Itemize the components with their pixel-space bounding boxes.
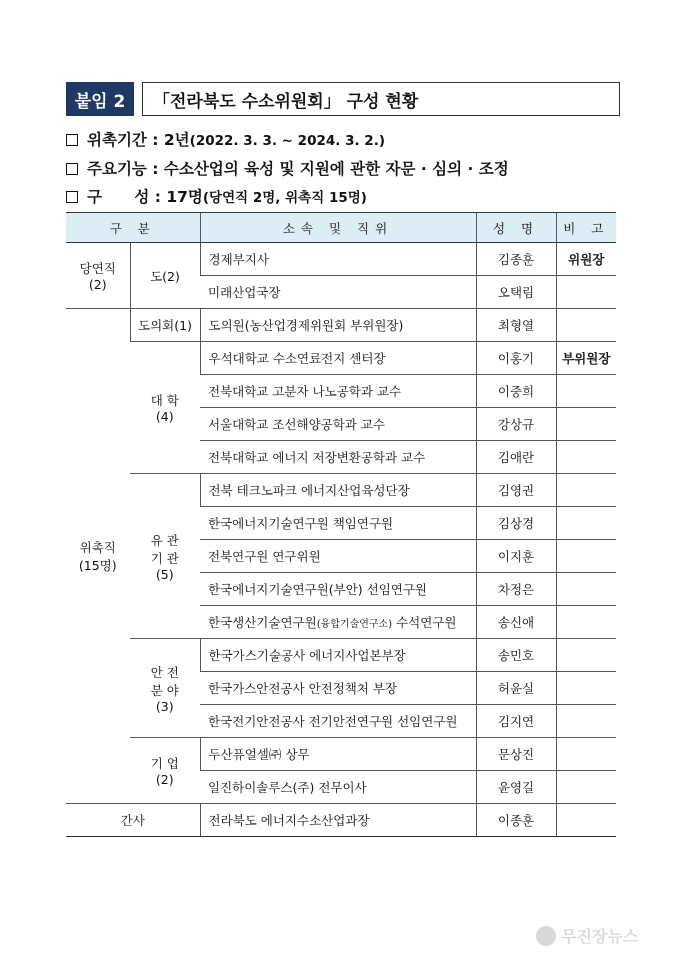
cell-position: 경제부지사 [200,243,476,276]
watermark-logo-icon [536,926,556,946]
group-province: 도(2) [130,243,200,309]
info-term-label: 위촉기간 : 2년 [87,131,190,149]
group-institutes: 유 관 기 관 (5) [130,474,200,639]
cell-name: 김지연 [476,705,556,738]
committee-table [66,212,616,837]
cell-position: 전북연구원 연구위원 [200,540,476,573]
cell-position: 전북대학교 에너지 저장변환공학과 교수 [200,441,476,474]
cell-name: 김종훈 [476,243,556,276]
cell-position: 두산퓨얼셀㈜ 상무 [200,738,476,771]
cell-note [556,309,616,342]
cell-name: 김애란 [476,441,556,474]
table-row [66,243,616,276]
cell-position: 전북 테크노파크 에너지산업육성단장 [200,474,476,507]
header-category: 구 분 [66,213,200,243]
cell-position: 미래산업국장 [200,276,476,309]
table-header-row [66,213,616,243]
cell-position: 한국가스안전공사 안전정책처 부장 [200,672,476,705]
info-function-label: 주요기능 : 수소산업의 육성 및 지원에 관한 자문 · 심의 · 조정 [87,160,509,178]
cell-note [556,738,616,771]
header-position: 소속 및 직위 [200,213,476,243]
title-row [66,82,620,116]
cell-name: 이종훈 [476,804,556,837]
checkbox-icon [66,191,78,203]
cell-note [556,804,616,837]
attachment-badge: 붙임 2 [66,82,134,116]
document-title: 「전라북도 수소위원회」 구성 현황 [142,82,620,116]
info-composition [66,185,367,207]
watermark [536,924,638,947]
cell-note [556,672,616,705]
cell-note [556,507,616,540]
cell-position: 전북대학교 고분자 나노공학과 교수 [200,375,476,408]
cell-name: 송민호 [476,639,556,672]
cell-position: 도의원(농산업경제위원회 부위원장) [200,309,476,342]
group-safety: 안 전 분 야 (3) [130,639,200,738]
cell-note [556,474,616,507]
checkbox-icon [66,163,78,175]
cell-position-small: (융합기술연구소) [316,619,393,630]
cell-note [556,705,616,738]
cell-name: 김영권 [476,474,556,507]
group-secretary: 간사 [66,804,200,837]
cell-note: 위원장 [556,243,616,276]
cell-name: 윤영길 [476,771,556,804]
cell-note [556,540,616,573]
cell-position: 서울대학교 조선해양공학과 교수 [200,408,476,441]
cell-note [556,441,616,474]
cell-name: 송신애 [476,606,556,639]
cell-name: 차정은 [476,573,556,606]
cell-name: 이홍기 [476,342,556,375]
info-function [66,157,509,179]
cell-note [556,606,616,639]
cell-note [556,408,616,441]
cell-position: 한국에너지기술연구원(부안) 선임연구원 [200,573,476,606]
cell-name: 문상진 [476,738,556,771]
group-appointed: 위촉직 (15명) [66,309,130,804]
cell-note: 부위원장 [556,342,616,375]
cell-name: 이지훈 [476,540,556,573]
header-note: 비 고 [556,213,616,243]
cell-position-tail: 수석연구원 [392,615,457,630]
info-term [66,128,385,150]
cell-position: 일진하이솔루스(주) 전무이사 [200,771,476,804]
cell-position [200,606,476,639]
header-name: 성 명 [476,213,556,243]
cell-note [556,276,616,309]
cell-position: 전라북도 에너지수소산업과장 [200,804,476,837]
table-row [66,309,616,342]
cell-name: 오택림 [476,276,556,309]
info-composition-label: 구 성 : 17명 [87,188,203,206]
cell-note [556,573,616,606]
group-council: 도의회(1) [130,309,200,342]
table-row [66,804,616,837]
cell-name: 강상규 [476,408,556,441]
cell-position-main: 한국생산기술연구원 [208,615,317,630]
cell-name: 허윤실 [476,672,556,705]
cell-note [556,771,616,804]
table-row [66,342,616,375]
checkbox-icon [66,134,78,146]
cell-position: 한국가스기술공사 에너지사업본부장 [200,639,476,672]
cell-position: 한국에너지기술연구원 책임연구원 [200,507,476,540]
cell-name: 이중희 [476,375,556,408]
table-row [66,738,616,771]
group-university: 대 학 (4) [130,342,200,474]
cell-name: 최형열 [476,309,556,342]
cell-name: 김상경 [476,507,556,540]
group-company: 기 업 (2) [130,738,200,804]
info-composition-value: (당연직 2명, 위촉직 15명) [202,190,367,206]
group-ex-officio: 당연직 (2) [66,243,130,309]
cell-note [556,375,616,408]
cell-note [556,639,616,672]
table-row [66,474,616,507]
info-term-value: (2022. 3. 3. ~ 2024. 3. 2.) [189,133,385,149]
cell-position: 우석대학교 수소연료전지 센터장 [200,342,476,375]
table-row [66,639,616,672]
watermark-text: 무진장뉴스 [561,927,639,946]
cell-position: 한국전기안전공사 전기안전연구원 선임연구원 [200,705,476,738]
